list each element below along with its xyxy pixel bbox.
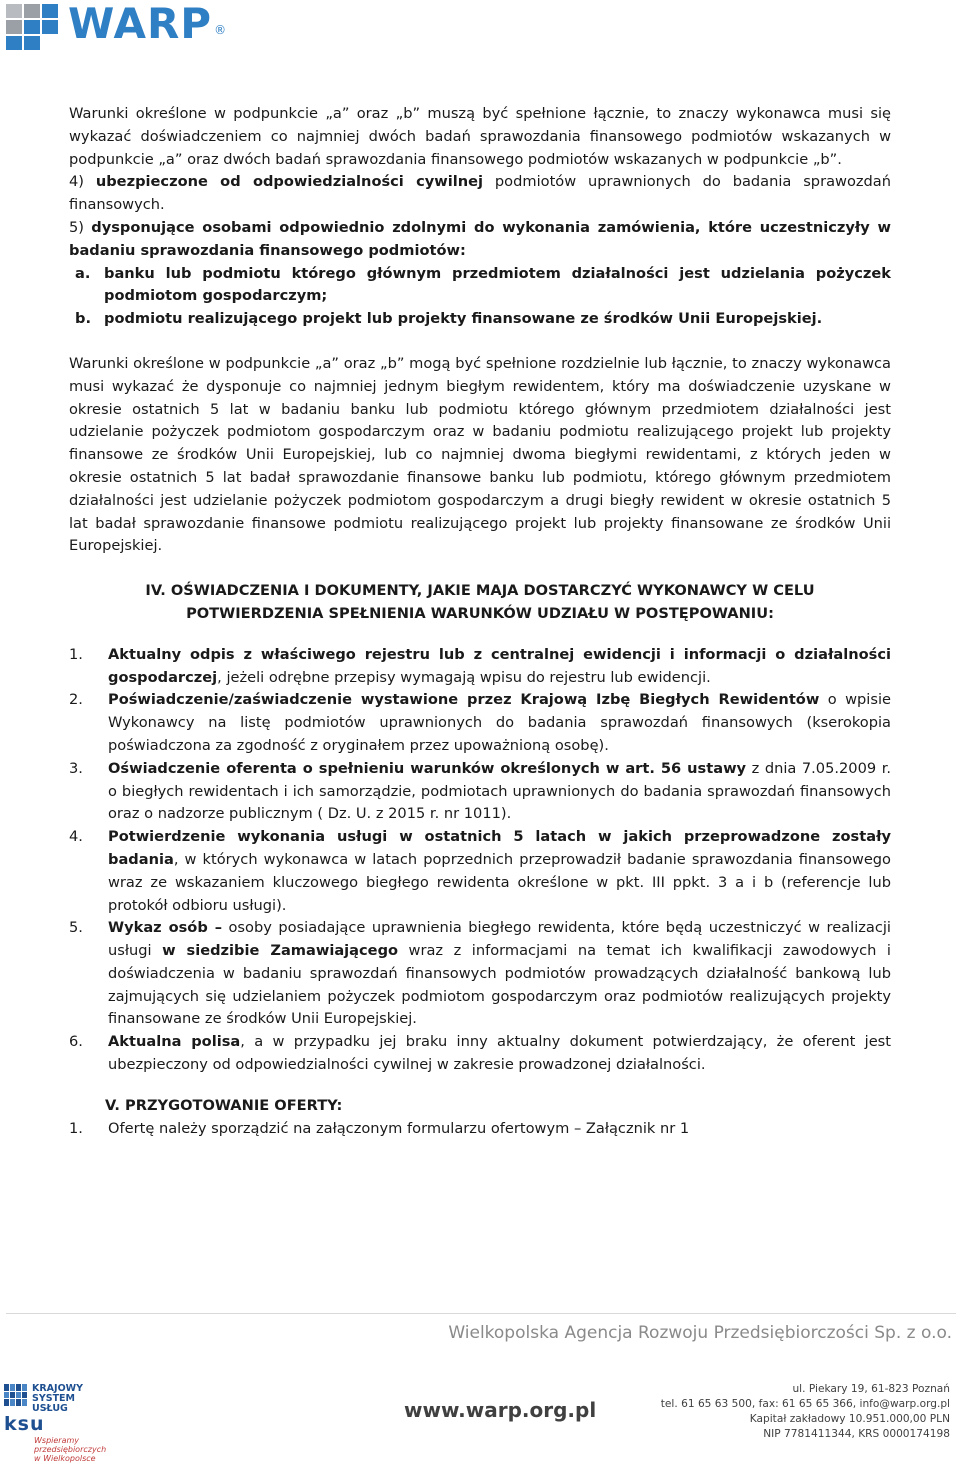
footer-agency-name: Wielkopolska Agencja Rozwoju Przedsiębiorczości Sp. z o.o. xyxy=(448,1323,952,1343)
footer-capital: Kapitał zakładowy 10.951.000,00 PLN xyxy=(749,1413,950,1425)
condition-5-sub-a: a. banku lub podmiotu którego głównym przedmiotem działalności jest udzielania pożyczek podmiotom gospodarczym; xyxy=(75,264,891,305)
document-body xyxy=(69,103,891,1140)
warp-logo-mark-icon xyxy=(6,4,58,50)
list-item: 2. Poświadczenie/zaświadczenie wystawione przez Krajową Izbę Biegłych Rewidentów o wpisie Wykonawcy na listę podmiotów uprawnionych do badania sprawozdań finansowych (kserokopia poświadczona za zgodność z oryginałem przez upoważnioną osobę). xyxy=(69,691,891,754)
condition-5: 5) dysponujące osobami odpowiednio zdolnymi do wykonania zamówienia, które uczestniczyły w badaniu sprawozdania finansowego podmiotów: xyxy=(69,218,892,259)
section-4-list xyxy=(69,644,891,1077)
footer-divider xyxy=(6,1313,956,1314)
footer-address: ul. Piekary 19, 61-823 Poznań xyxy=(792,1383,950,1395)
list-item: 1. Aktualny odpis z właściwego rejestru lub z centralnej ewidencji i informacji o działalności gospodarczej, jeżeli odrębne przepisy wymagają wpisu do rejestru lub ewidencji. xyxy=(69,645,891,686)
footer-nip: NIP 7781411344, KRS 0000174198 xyxy=(763,1428,950,1440)
ksu-slogan: Wspieramy przedsiębiorczych w Wielkopolsce xyxy=(34,1436,107,1463)
list-item: 4. Potwierdzenie wykonania usługi w ostatnich 5 latach w jakich przeprowadzone zostały badania, w których wykonawca w latach poprzednich przeprowadził badanie sprawozdania finansowego wraz ze wskazaniem kluczowego biegłego rewidenta określone w pkt. III ppkt. 3 a i b (referencje lub protokół odbioru usługi). xyxy=(69,828,891,914)
warp-logo-text: WARP ® xyxy=(68,0,228,48)
warp-logo xyxy=(6,0,228,50)
condition-4: 4) ubezpieczone od odpowiedzialności cywilnej podmiotów uprawnionych do badania sprawozdań finansowych. xyxy=(69,173,891,214)
footer-phone: tel. 61 65 63 500, fax: 61 65 65 366, info@warp.org.pl xyxy=(660,1398,950,1410)
paragraph-conditions-a-b: Warunki określone w podpunkcie „a” oraz „b” muszą być spełnione łącznie, to znaczy wykonawca musi się wykazać doświadczeniem co najmniej dwóch badań sprawozdania finansowego podmiotów wskazanych w podpunkcie „a” oraz dwóch badań sprawozdania finansowego podmiotów wskazanych w podpunkcie „b”. xyxy=(69,105,891,168)
section-4-heading: IV. OŚWIADCZENIA I DOKUMENTY, JAKIE MAJA DOSTARCZYĆ WYKONAWCY W CELU POTWIERDZENIA SPEŁNIENIA WARUNKÓW UDZIAŁU W POSTĘPOWANIU: xyxy=(145,582,815,622)
condition-5-sub-b: b. podmiotu realizującego projekt lub projekty finansowane ze środków Unii Europejskiej. xyxy=(75,310,823,328)
section-5-heading: V. PRZYGOTOWANIE OFERTY: xyxy=(105,1096,343,1114)
list-item: 3. Oświadczenie oferenta o spełnieniu warunków określonych w art. 56 ustawy z dnia 7.05.2009 r. o biegłych rewidentach i ich samorządzie, podmiotach uprawnionych do badania sprawozdań finansowych oraz o nadzorze publicznym ( Dz. U. z 2015 r. nr 1011). xyxy=(69,759,891,823)
list-item: 1. Ofertę należy sporządzić na załączonym formularzu ofertowym – Załącznik nr 1 xyxy=(69,1119,690,1137)
list-item: 5. Wykaz osób – osoby posiadające uprawnienia biegłego rewidenta, które będą uczestniczyć w realizacji usługi w siedzibie Zamawiającego wraz z informacjami na temat ich kwalifikacji zawodowych i doświadczenia w badaniu sprawozdań finansowych podmiotów prowadzących działalność bankową lub zajmujących się udzielaniem pożyczek podmiotom gospodarczym oraz podmiotów realizujących projekty finansowane ze środków Unii Europejskiej. xyxy=(69,919,891,1028)
ksu-grid-icon xyxy=(4,1384,28,1406)
footer-website-link[interactable]: www.warp.org.pl xyxy=(404,1398,597,1422)
ksu-logo: KRAJOWY SYSTEM USŁUG ksu Wspieramy przedsiębiorczych w Wielkopolsce xyxy=(4,1383,107,1463)
paragraph-conditions-separate: Warunki określone w podpunkcie „a” oraz „b” mogą być spełnione rozdzielnie lub łącznie, to znaczy wykonawca musi wykazać że dysponuje co najmniej jednym biegłym rewidentem, który ma doświadczenie uzyskane w okresie ostatnich 5 lat w badaniu banku lub podmiotu którego głównym przedmiotem działalności jest udzielanie pożyczek podmiotom gospodarczym oraz w badaniu podmiotu realizującego projekt lub projekty finansowe ze środków Unii Europejskiej, lub co najmniej dwoma biegłymi rewidentami, z których jeden w okresie ostatnich 5 lat badał sprawozdanie finansowe banku lub podmiotu, którego głównym przedmiotem działalności jest udzielanie pożyczek podmiotom gospodarczym a drugi biegły rewident w okresie ostatnich 5 lat badał sprawozdanie finansowe podmiotu realizującego projekt lub projekty finansowane ze środków Unii Europejskiej. xyxy=(69,354,891,555)
ksu-abbr: ksu xyxy=(4,1413,45,1435)
footer-contact-block xyxy=(661,1382,950,1442)
list-item: 6. Aktualna polisa, a w przypadku jej braku inny aktualny dokument potwierdzający, że oferent jest ubezpieczony od odpowiedzialności cywilnej w zakresie prowadzonej działalności. xyxy=(69,1033,891,1074)
